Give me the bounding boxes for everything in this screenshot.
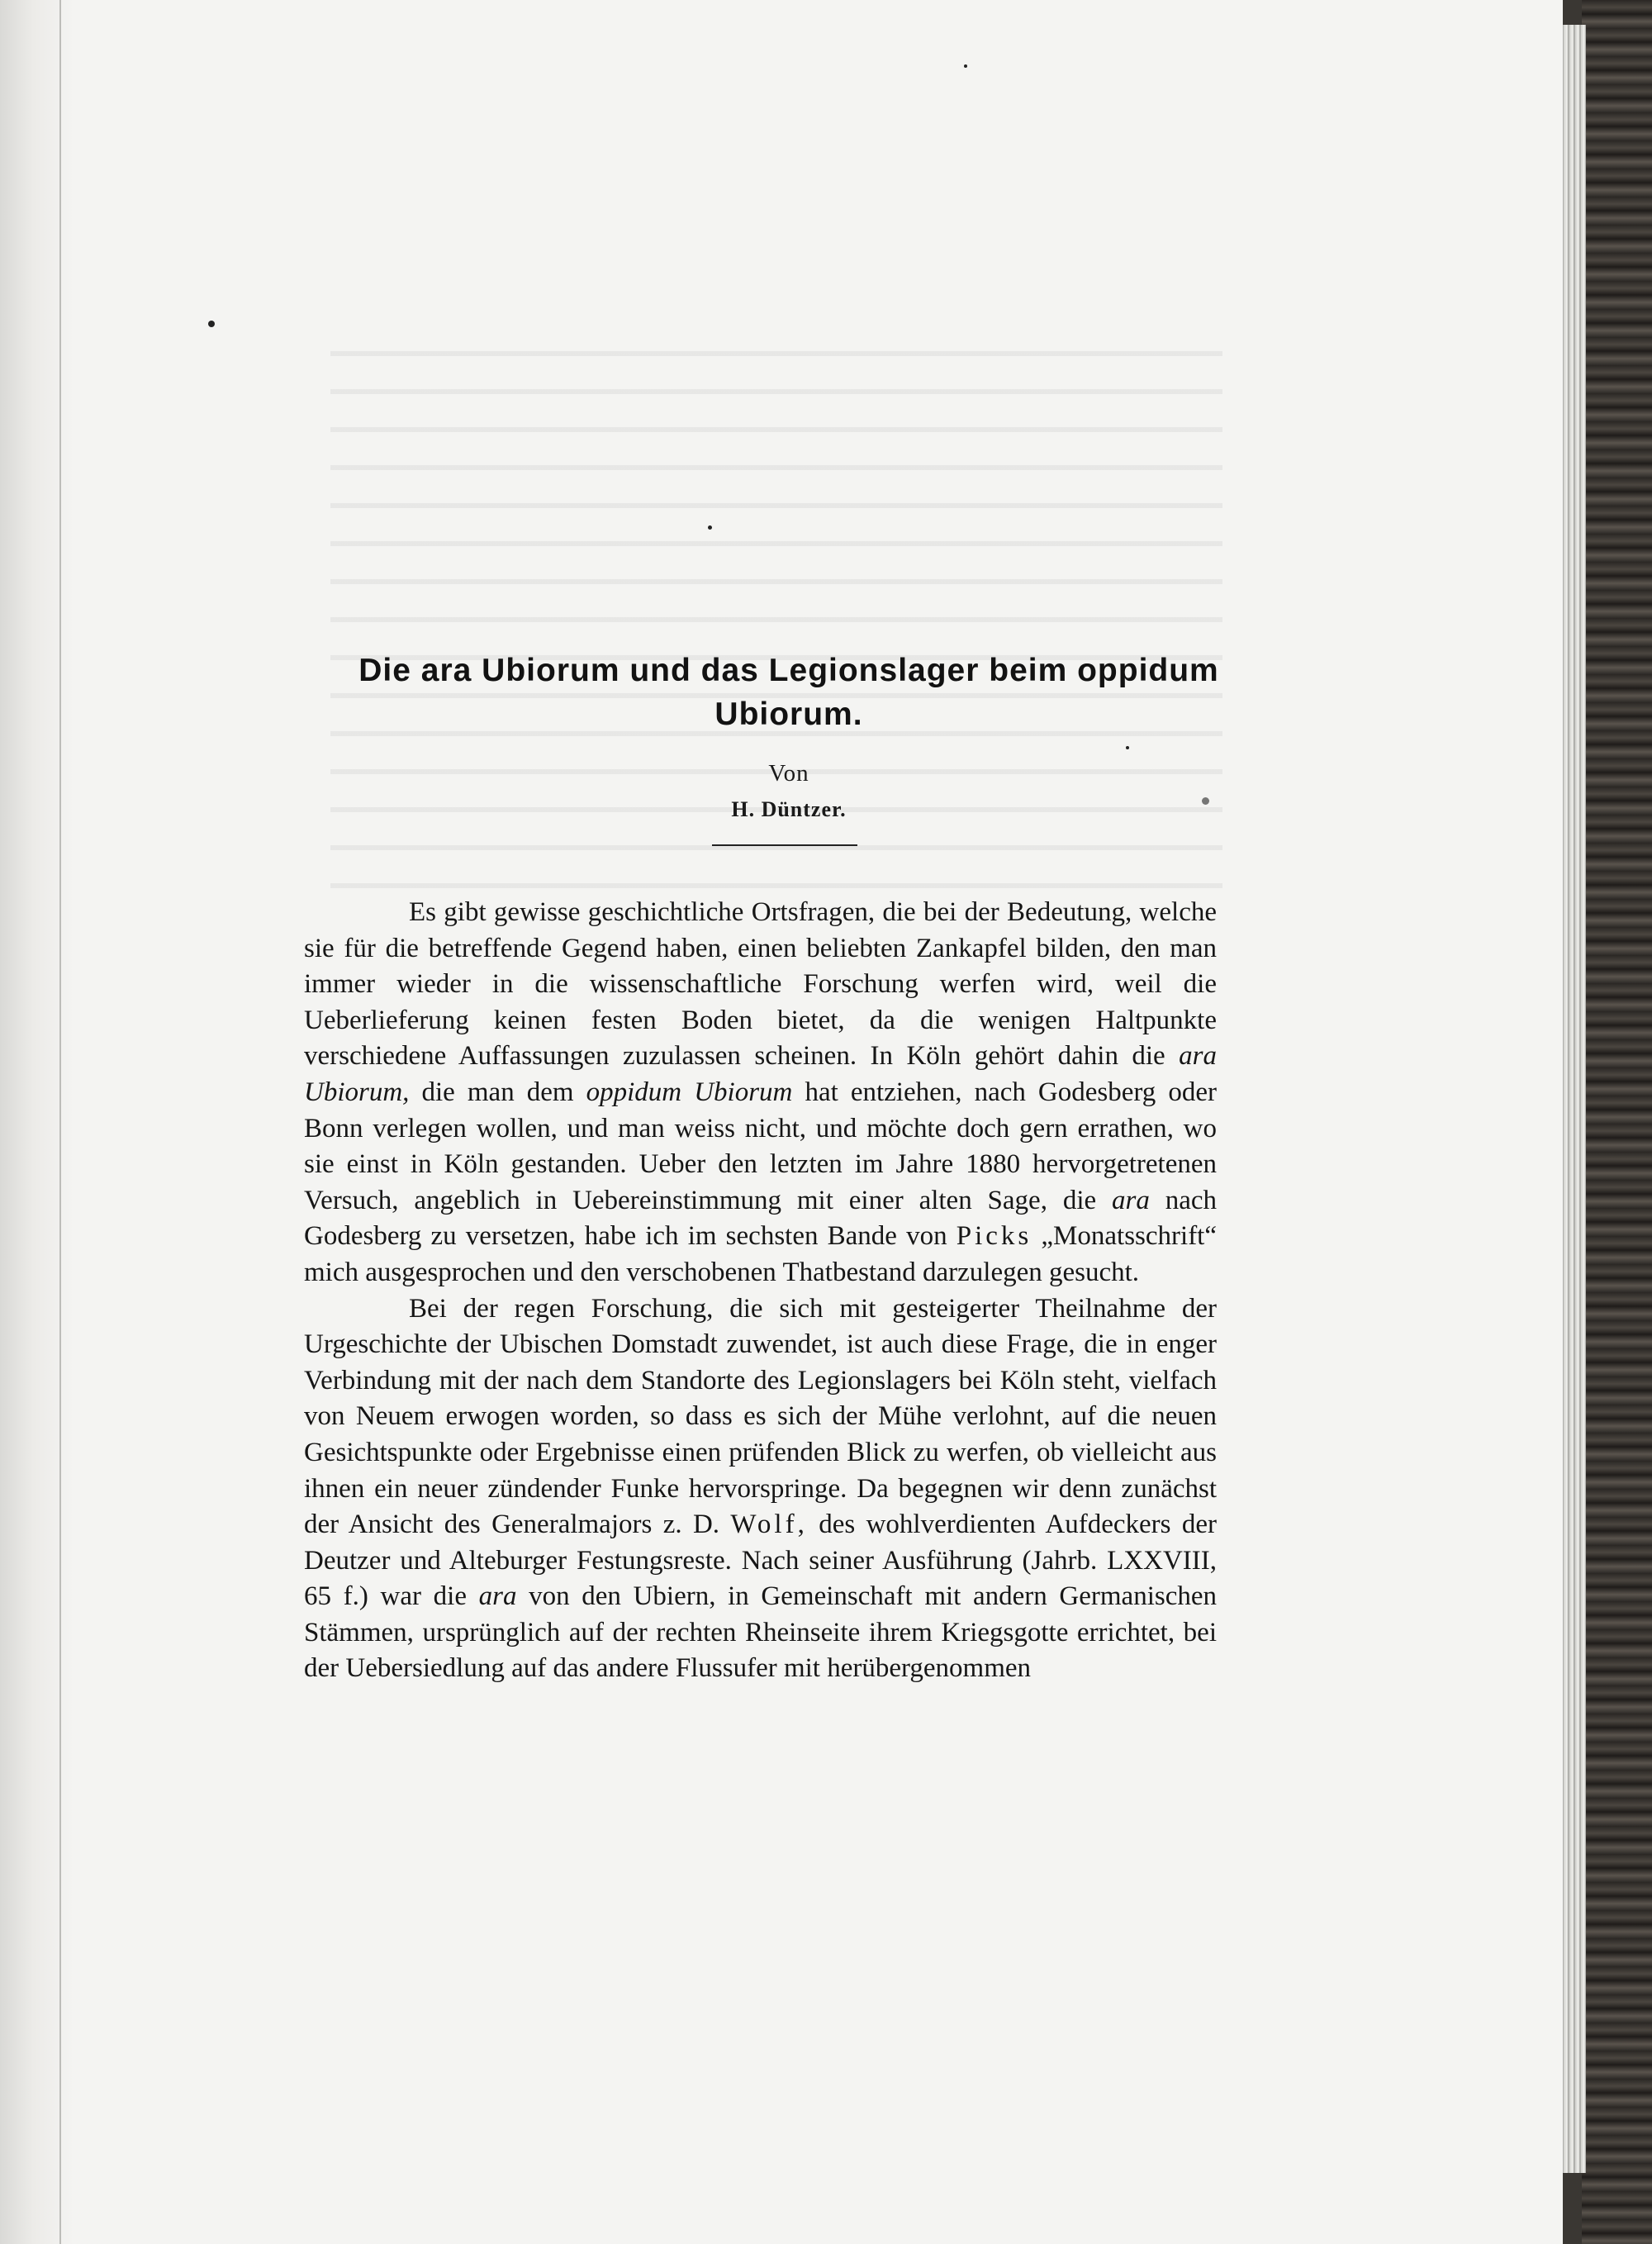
speck-mark xyxy=(708,525,712,530)
speck-mark xyxy=(964,64,967,68)
text-run: hat entziehen, nach Godesberg oder Bonn verlegen wollen, und man weiss nicht, und möchte doch gern errathen, wo sie einst in Köln gestanden. Ueber den letzten im Jahre 1880 hervorgetretenen Versuch, angeblich in Uebereinstimmung mit einer alten Sage, die xyxy=(304,1077,1217,1215)
paragraph xyxy=(304,895,1217,1291)
gutter-fold-line xyxy=(59,0,61,2244)
italic-run: ara xyxy=(1112,1185,1150,1215)
italic-run: ara Ubiorum, xyxy=(304,1041,1217,1107)
body-text xyxy=(304,895,1217,1687)
article-title: Die ara Ubiorum und das Legionslager beim oppidum Ubiorum. xyxy=(358,653,1219,732)
speck-mark xyxy=(1126,746,1129,749)
text-run: Es gibt gewisse geschichtliche Ortsfragen, die bei der Bedeutung, welche sie für die betreffende Gegend haben, einen beliebten Zankapfel bilden, den man immer wieder in die wissenschaftliche Forschung werfen wird, weil die Ueberlieferung keinen festen Boden bietet, da die wenigen Haltpunkte verschiedene Auffassungen zuzulassen scheinen. In Köln gehört dahin die xyxy=(304,897,1217,1072)
binding-gutter xyxy=(0,0,74,2244)
text-run: von den Ubiern, in Gemeinschaft mit andern Germanischen Stämmen, ursprünglich auf der rechten Rheinseite ihrem Kriegsgotte errichtet, bei der Uebersiedlung auf das andere Flussufer mit herübergenommen xyxy=(304,1581,1218,1684)
italic-run: oppidum Ubiorum xyxy=(586,1077,793,1107)
spaced-name: Wolf, xyxy=(730,1509,808,1540)
text-run: die man dem xyxy=(409,1077,586,1107)
speck-mark xyxy=(208,321,215,327)
author-name: H. Düntzer. xyxy=(731,797,847,821)
text-run: des wohlverdienten Aufdeckers der Deutzer und Alteburger Festungsreste. Nach seiner Ausführung (Jahrb. LXXVIII, 65 f.) war die xyxy=(304,1509,1217,1612)
author-underline xyxy=(712,844,857,846)
spaced-name: Picks xyxy=(956,1221,1032,1252)
text-run: „Monatsschrift“ mich ausgesprochen und den verschobenen Thatbestand darzulegen gesucht. xyxy=(304,1221,1217,1287)
text-run: Bei der regen Forschung, die sich mit gesteigerter Theilnahme der Urgeschichte der Ubischen Domstadt zuwendet, ist auch diese Frage, die in enger Verbindung mit der nach dem Standorte des Legionslagers bei Köln steht, vielfach von Neuem erwogen worden, so dass es sich der Mühe verlohnt, auf die neuen Gesichtspunkte oder Ergebnisse einen prüfenden Blick zu werfen, ob vielleicht aus ihnen ein neuer zündender Funke hervorspringe. Da begegnen wir denn zunächst der Ansicht des Generalmajors z. D. xyxy=(304,1293,1217,1540)
italic-run: ara xyxy=(478,1581,517,1612)
book-edge xyxy=(1582,0,1652,2244)
byline: Von xyxy=(768,760,809,787)
paragraph xyxy=(304,1291,1217,1688)
text-run: nach Godesberg zu versetzen, habe ich im sechsten Bande von xyxy=(304,1185,1217,1252)
